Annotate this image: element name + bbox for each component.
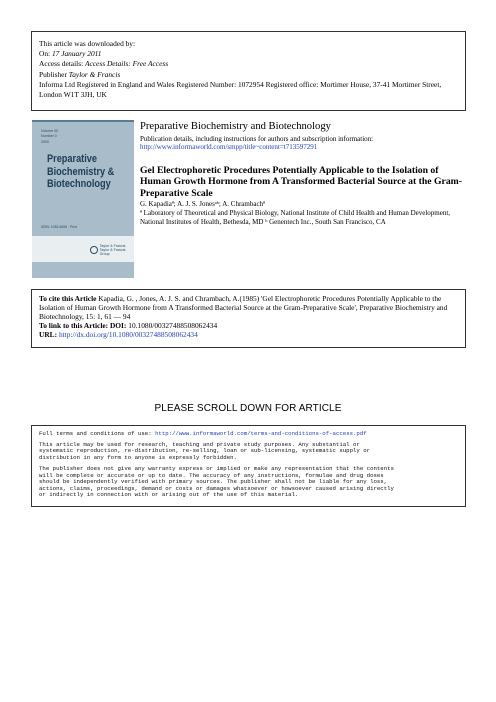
journal-title: Preparative Biochemistry and Biotechnology <box>140 121 331 132</box>
article-info <box>140 121 470 227</box>
terms-paragraph-2: The publisher does not give any warranty express or implied or make any representation that the contents will be complete or accurate or up to date. The accuracy of any instructions, formulae and drug doses should be independently verified with primary sources. The publisher shall not be liable for any loss, actions, claims, proceedings, demand or costs or damages whatsoever or howsoever caused arising directly or indirectly in connection with or arising out of the use of this material. <box>39 464 394 499</box>
cover-title-line: Preparative <box>47 153 97 165</box>
doi-label: To link to this Article: DOI: <box>39 320 127 330</box>
publisher-logo-icon <box>90 246 98 254</box>
publisher-label: Publisher <box>39 69 67 79</box>
access-label: Access details: <box>39 59 84 69</box>
terms-box <box>31 425 466 507</box>
cover-title <box>47 153 117 191</box>
publisher <box>39 70 458 80</box>
cover-title-line: Biochemistry & <box>47 165 115 178</box>
on-value: 17 January 2011 <box>51 49 102 59</box>
on-label: On: <box>39 49 51 59</box>
publisher-logo <box>90 244 134 256</box>
cover-title-line: Biotechnology <box>47 178 111 191</box>
doi-url-link[interactable]: http://dx.doi.org/10.1080/00327488508062434 <box>58 329 198 339</box>
journal-cover-image[interactable] <box>32 120 134 278</box>
cover-year: 2000 <box>41 139 49 144</box>
access-value: Access Details: Free Access <box>84 59 169 69</box>
cover-issn: ISSN: 1082-6068 · Print <box>41 225 77 229</box>
cite-label: To cite this Article <box>39 294 97 303</box>
doi-value: 10.1080/00327488508062434 <box>128 320 218 330</box>
article-title: Gel Electrophoretic Procedures Potentially Applicable to the Isolation of Human Growth Hormone from A Transformed Bacterial Source at the Gram-Preparative Scale <box>140 164 462 199</box>
download-date <box>39 49 458 59</box>
url-label: URL: <box>39 329 58 339</box>
registration-info: Informa Ltd Registered in England and Wales Registered Number: 1072954 Registered office: Mortimer House, 37-41 Mortimer Street, London W1T 3JH, UK <box>39 79 442 100</box>
access-details <box>39 59 458 69</box>
full-terms-row <box>39 431 458 438</box>
download-line: This article was downloaded by: <box>39 39 136 48</box>
publication-details <box>140 135 470 152</box>
journal-url-link[interactable]: http://www.informaworld.com/smpp/title~content=t713597291 <box>140 143 318 152</box>
cover-volume-info <box>41 129 58 145</box>
download-info-box <box>31 31 466 111</box>
publisher-value: Taylor & Francis <box>68 69 121 79</box>
terms-paragraph-1: This article may be used for research, teaching and private study purposes. Any substantial or systematic reproduction, re-distribution, re-selling, loan or sub-licensing, systematic supply or distribution in any form to anyone is expressly forbidden. <box>39 440 371 462</box>
cover-number: Number 0 <box>41 134 57 139</box>
authors: G. Kapadiaª; A. J. S. Jonesᵃᵇ; A. Chrambachª <box>140 200 265 209</box>
publisher-logo-text <box>100 244 134 256</box>
url-row <box>39 331 458 340</box>
cover-volume: Volume 00 <box>41 129 58 133</box>
logo-text-2: Taylor & Francis Group <box>99 248 126 256</box>
terms-url-link[interactable]: http://www.informaworld.com/terms-and-conditions-of-access.pdf <box>155 430 367 437</box>
cite-text: Kapadia, G. , Jones, A. J. S. and Chrambach, A.(1985) 'Gel Electrophoretic Procedures Potentially Applicable to the Isolation of Human Growth Hormone from A Transformed Bacterial Source at the Gram-Preparative Scale', Preparative Biochemistry and Biotechnology, 15: 1, 61 — 94 <box>39 294 448 321</box>
logo-text-1: Taylor & Francis <box>99 244 126 248</box>
pub-details-text: Publication details, including instructions for authors and subscription information: <box>140 134 374 143</box>
authors-block <box>140 200 470 226</box>
citation-box <box>31 289 466 348</box>
cover-stripe <box>32 120 134 122</box>
cite-row <box>39 295 458 322</box>
scroll-notice: PLEASE SCROLL DOWN FOR ARTICLE <box>154 403 342 414</box>
affiliation: ª Laboratory of Theoretical and Physical Biology, National Institute of Child Health and Human Development, National Institutes of Health, Bethesda, MD ᵇ Genentech Inc., South San Francisco, CA <box>140 209 451 226</box>
full-terms-label: Full terms and conditions of use: <box>39 430 152 437</box>
